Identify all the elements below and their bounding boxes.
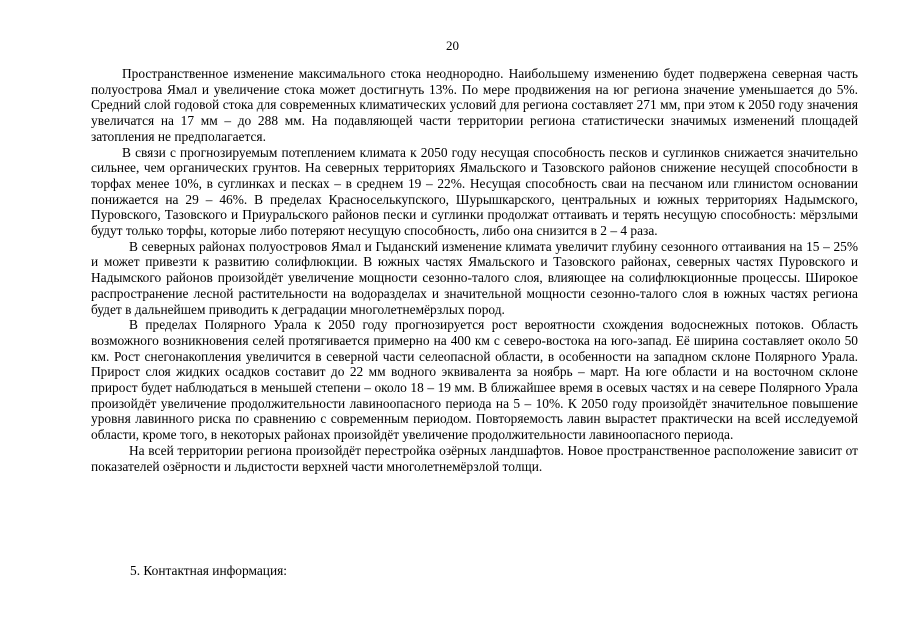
document-body xyxy=(91,66,858,474)
section-heading-contacts: 5. Контактная информация: xyxy=(130,563,288,578)
paragraph-seasonal-thaw: В северных районах полуостровов Ямал и Гыданский изменение климата увеличит глубину сезонного оттаивания на 15 – 25% и может привезти к развитию солифлюкции. В южных частях Ямальского и Тазовского районах, северных частях Пуровского и Надымского районов произойдёт увеличение мощности сезонно-талого слоя, влияющее на солифлюкционные процессы. Широкое распространение лесной растительности на водоразделах и значительной мощности сезонно-талого слоя в южных частях региона будет в дальнейшем приводить к деградации многолетнемёрзлых пород. xyxy=(91,238,858,317)
paragraph-polar-urals: В пределах Полярного Урала к 2050 году прогнозируется рост вероятности схождения водоснежных потоков. Область возможного возникновения селей протягивается примерно на 400 км с северо-востока на юго-запад. Её ширина составляет около 50 км. Рост снегонакопления увеличится в северной части селеопасной области, в особенности на западном склоне Полярного Урала. Прирост слоя жидких осадков составит до 22 мм водного эквивалента за ноябрь – март. На юге области и на восточном склоне прирост будет наблюдаться в меньшей степени – около 18 – 19 мм. В ближайшее время в осевых частях и на севере Полярного Урала произойдёт увеличение продолжительности лавиноопасного периода на 5 – 10%. К 2050 году произойдёт значительное повышение уровня лавинного риска по сравнению с современным периодом. Повторяемость лавин вырастет практически на всей исследуемой области, кроме того, в некоторых районах произойдёт увеличение продолжительности лавиноопасного периода. xyxy=(91,317,858,443)
paragraph-bearing-capacity: В связи с прогнозируемым потеплением климата к 2050 году несущая способность песков и суглинков снижается значительно сильнее, чем органических грунтов. На северных территориях Ямальского и Тазовского районов снижение несущей способности в торфах менее 10%, в суглинках и песках – в среднем 19 – 22%. Несущая способность сваи на песчаном или глинистом основании понижается на 29 – 46%. В пределах Красноселькупского, Шурышкарского, центральных и южных территориях Надымского, Пуровского, Тазовского и Приуральского районов пески и суглинки продолжат оттаивать и терять несущую способность: мёрзлыми будут только торфы, которые либо потеряют несущую способность, либо она снизится в 2 – 4 раза. xyxy=(91,144,858,239)
page-number: 20 xyxy=(446,38,459,53)
paragraph-max-runoff: Пространственное изменение максимального стока неоднородно. Наибольшему изменению будет подвержена северная часть полуострова Ямал и увеличение стока может достигнуть 13%. По мере продвижения на юг региона значение уменьшается до 5%. Средний слой годовой стока для современных климатических условий для региона составляет 271 мм, при этом к 2050 году значения увеличатся на 17 мм – до 288 мм. На подавляющей части территории региона статистически значимых изменений площадей затопления не предполагается. xyxy=(91,66,858,144)
paragraph-lake-landscapes: На всей территории региона произойдёт перестройка озёрных ландшафтов. Новое пространственное расположение зависит от показателей озёрности и льдистости верхней части многолетнемёрзлой толщи. xyxy=(91,442,858,474)
